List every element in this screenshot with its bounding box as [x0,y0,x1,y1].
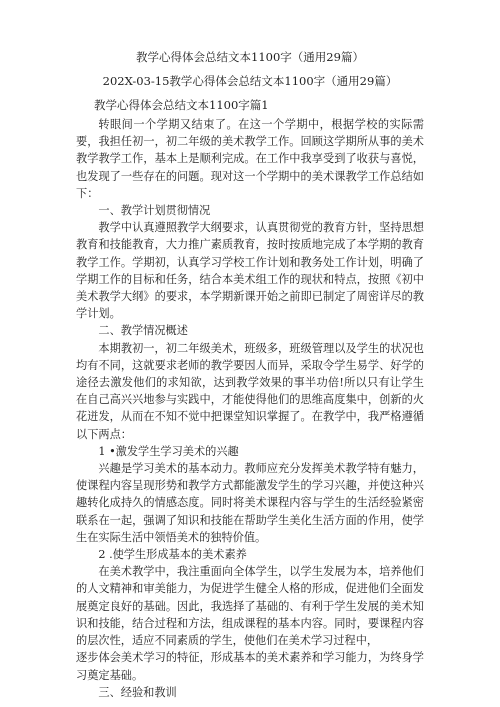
paragraph-plan: 教学中认真遵照教学大纲要求，认真贯彻党的教育方针，坚持思想教育和技能教育，大力推广素质教育，按时按质地完成了本学期的教育教学工作。学期初，认真学习学校工作计划和教务处工作计划，明确了学期工作的目标和任务，结合本美术组工作的现状和特点，按照《初中美术教学大纲》的要求，本学期新课开始之前即已制定了周密详尽的教学计划。 [76,221,424,321]
document-title: 教学心得体会总结文本1100字（通用29篇） [136,50,364,64]
paragraph-interest: 兴趣是学习美术的基本动力。教师应充分发挥美术教学特有魅力，使课程内容呈现形势和教学方式都能激发学生的学习兴趣，并使这种兴趣转化成持久的情感态度。同时将美术课程内容与学生的生活经验紧密联系在一起，强调了知识和技能在帮助学生美化生活方面的作用，使学生在实际生活中领悟美术的独特价值。 [76,462,424,544]
heading-overview: 二、教学情况概述 [98,324,188,338]
section-title: 教学心得体会总结文本1100字篇1 [94,98,269,112]
heading-plan: 一、教学计划贯彻情况 [98,204,211,218]
paragraph-literacy-cont: 逐步体会美术学习的特征，形成基本的美术素养和学习能力，为终身学习奠定基础。 [76,651,424,682]
paragraph-literacy: 在美术教学中，我注重面向全体学生，以学生发展为本，培养他们的人文精神和审美能力，为促进学生健全人格的形成，促进他们全面发展奠定良好的基础。因此，我选择了基础的、有利于学生发展的美术知识和技能，结合过程和方法，组成课程的基本内容。同时，要课程内容的层次性，适应不同素质的学生，使他们在美术学习过程中， [76,565,424,648]
subheading-interest: 1 •激发学生学习美术的兴趣 [98,444,239,458]
paragraph-intro: 转眼间一个学期又结束了。在这一个学期中，根据学校的实际需要，我担任初一，初二年级的美术教学工作。回顾这学期所从事的美术教学教学工作，基本上是顺利完成。在工作中我享受到了收获与喜悦，也发现了一些存在的问题。现对这一个学期中的美术课教学工作总结如下： [76,118,424,200]
heading-experience: 三、经验和教训 [98,685,177,699]
paragraph-overview: 本期教初一，初二年级美术，班级多，班级管理以及学生的状况也均有不同，这就要求老师的教学要因人而异，采取令学生易学、好学的途径去激发他们的求知欲，达到教学效果的事半功倍!所以只有让学生在自己高兴兴地参与实践中，才能使得他们的思维高度集中，创新的火花迸发，从而在不知不觉中把课堂知识掌握了。在教学中，我严格遵循以下两点： [76,341,424,441]
document-subtitle: 202X-03-15教学心得体会总结文本1100字（通用29篇） [102,74,398,88]
subheading-literacy: 2 .使学生形成基本的美术素养 [98,548,247,562]
document-body [76,116,424,701]
